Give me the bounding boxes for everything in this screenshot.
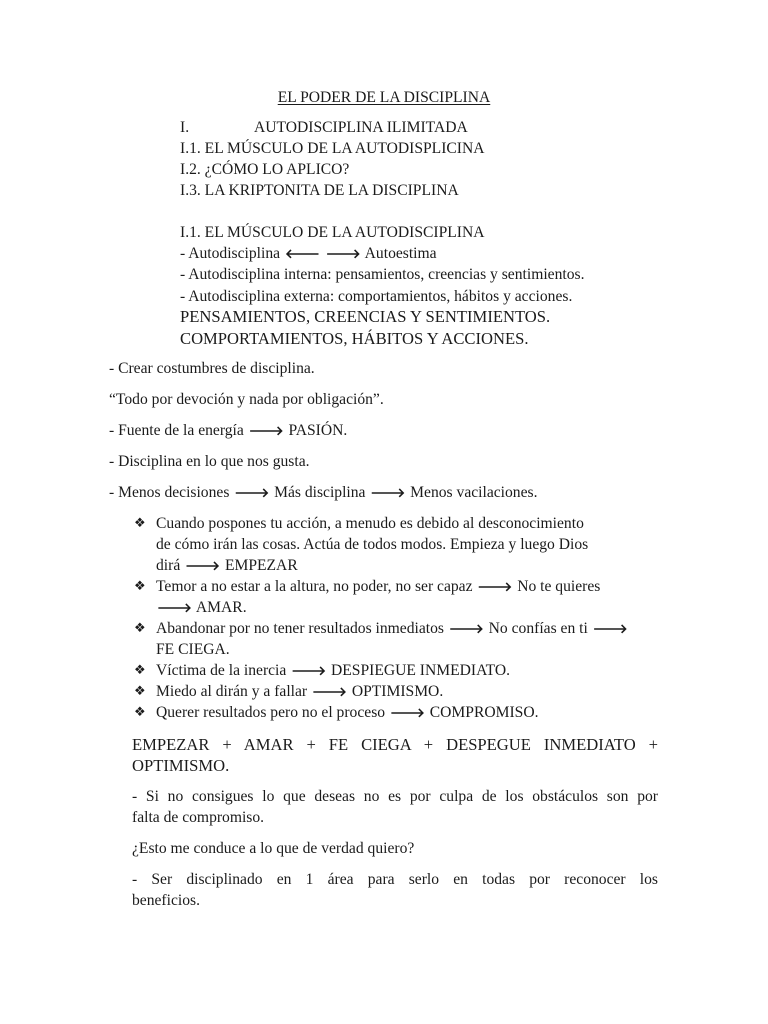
arrow-right-icon: 🡒: [325, 247, 361, 262]
arrow-right-icon: 🡒: [234, 486, 270, 501]
line-text: DESPIEGUE INMEDIATO.: [331, 662, 511, 679]
internal-discipline-line: - Autodisciplina interna: pensamientos, creencias y sentimientos.: [180, 266, 585, 283]
four-petal-diamond-icon: ❖: [134, 579, 146, 594]
section-heading: I.1. EL MÚSCULO DE LA AUTODISCIPLINA: [180, 224, 485, 241]
toc-item-4: I.3. LA KRIPTONITA DE LA DISCIPLINA: [180, 182, 459, 199]
line-text: - Fuente de la energía: [109, 422, 244, 439]
arrow-right-icon: 🡒: [592, 622, 628, 637]
bullet-3-line-2: FE CIEGA.: [156, 641, 230, 658]
line-text: Autoestima: [364, 245, 437, 262]
closing-question: ¿Esto me conduce a lo que de verdad quiero?: [132, 840, 415, 857]
bullet-5: [156, 681, 443, 703]
line-text: No confías en ti: [488, 620, 588, 637]
arrow-right-icon: 🡒: [389, 706, 425, 721]
four-petal-diamond-icon: ❖: [134, 705, 146, 720]
arrow-right-icon: 🡒: [312, 685, 347, 700]
line-text: Abandonar por no tener resultados inmediatos: [156, 620, 444, 637]
external-discipline-line: - Autodisciplina externa: comportamientos, hábitos y acciones.: [180, 288, 573, 305]
line-text: Querer resultados pero no el proceso: [156, 704, 386, 721]
line-text: COMPROMISO.: [429, 704, 539, 721]
bullet-1-line-1: Cuando pospones tu acción, a menudo es debido al desconocimiento: [156, 515, 584, 532]
arrow-right-icon: 🡒: [185, 559, 221, 574]
line-text: Miedo al dirán y a fallar: [156, 683, 308, 700]
closing-paragraph-2-line-1: - Ser disciplinado en 1 área para serlo en todas por reconocer los: [132, 871, 658, 888]
closing-paragraph-2-line-2: beneficios.: [132, 892, 200, 909]
formula-line-2: OPTIMISMO.: [132, 756, 230, 775]
closing-paragraph-1-line-1: - Si no consigues lo que deseas no es por culpa de los obstáculos son por: [132, 788, 658, 805]
arrow-right-icon: 🡒: [477, 580, 513, 595]
point-2-quote: “Todo por devoción y nada por obligación”.: [109, 391, 384, 408]
bullet-4: [156, 660, 510, 682]
line-text: PASIÓN.: [288, 422, 348, 439]
arrow-right-icon: 🡒: [157, 601, 192, 616]
arrow-left-icon: 🡐: [284, 247, 320, 262]
autodisciplina-autoestima-line: [180, 243, 437, 265]
toc-item-1-number: I.: [180, 119, 190, 136]
point-1: - Crear costumbres de disciplina.: [109, 360, 315, 377]
bullet-2-line-1: [156, 576, 600, 598]
four-petal-diamond-icon: ❖: [134, 621, 146, 636]
line-text: Más disciplina: [274, 484, 366, 501]
bullet-3-line-1: [156, 618, 629, 640]
line-text: OPTIMISMO.: [351, 683, 444, 700]
bullet-1-line-2: de cómo irán las cosas. Actúa de todos modos. Empieza y luego Dios: [156, 536, 589, 553]
bullet-2-line-2: [156, 597, 247, 619]
toc-item-2: I.1. EL MÚSCULO DE LA AUTODISPLICINA: [180, 140, 485, 157]
four-petal-diamond-icon: ❖: [134, 684, 146, 699]
line-text: - Menos decisiones: [109, 484, 230, 501]
caps-line-2: COMPORTAMIENTOS, HÁBITOS Y ACCIONES.: [180, 329, 529, 348]
caps-line-1: PENSAMIENTOS, CREENCIAS Y SENTIMIENTOS.: [180, 307, 551, 326]
toc-item-3: I.2. ¿CÓMO LO APLICO?: [180, 161, 350, 178]
arrow-right-icon: 🡒: [448, 622, 484, 637]
line-text: Víctima de la inercia: [156, 662, 287, 679]
four-petal-diamond-icon: ❖: [134, 663, 146, 678]
line-text: Menos vacilaciones.: [410, 484, 538, 501]
arrow-right-icon: 🡒: [291, 664, 327, 679]
line-text: dirá: [156, 557, 181, 574]
arrow-right-icon: 🡒: [248, 424, 284, 439]
point-3: [109, 420, 347, 442]
bullet-6: [156, 702, 539, 724]
line-text: AMAR.: [195, 599, 247, 616]
closing-paragraph-1-line-2: falta de compromiso.: [132, 809, 265, 826]
bullet-1-line-3: [156, 555, 298, 577]
toc-item-1: AUTODISCIPLINA ILIMITADA: [254, 119, 468, 136]
line-text: - Autodisciplina: [180, 245, 281, 262]
formula-line-1: EMPEZAR + AMAR + FE CIEGA + DESPEGUE INMEDIATO +: [132, 735, 658, 754]
four-petal-diamond-icon: ❖: [134, 516, 146, 531]
line-text: No te quieres: [517, 578, 601, 595]
arrow-right-icon: 🡒: [370, 486, 406, 501]
line-text: EMPEZAR: [224, 557, 298, 574]
point-4: - Disciplina en lo que nos gusta.: [109, 453, 310, 470]
page-title: EL PODER DE LA DISCIPLINA: [277, 89, 491, 106]
point-5: [109, 482, 537, 504]
line-text: Temor a no estar a la altura, no poder, no ser capaz: [156, 578, 473, 595]
